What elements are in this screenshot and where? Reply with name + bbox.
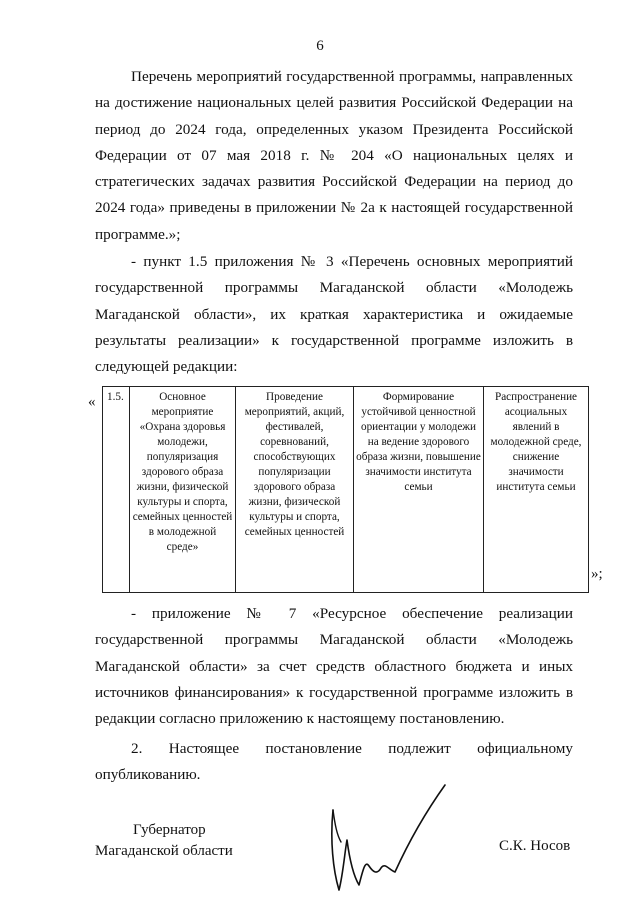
signatory-title — [95, 820, 233, 862]
table-cell-description: Проведение мероприятий, акций, фестивалей, соревнований, способствующих популяризации здорового образа жизни, физической культуры и спорта, семейных ценностей — [236, 387, 354, 593]
paragraph-program-list: Перечень мероприятий государственной программы, направленных на достижение национальных целей развития Российской Федерации на период до 2024 года, определенных указом Президента Российской Федерации от 07 мая 2018 г. № 204 «О национальных целях и стратегических задачах развития Российской Федерации на период до 2024 года» приведены в приложении № 2а к настоящей государственной программе.»; — [95, 68, 573, 243]
table-cell-number: 1.5. — [103, 387, 130, 593]
program-activity-table — [102, 386, 589, 593]
handwritten-signature — [325, 780, 455, 895]
paragraph-item-1-5: - пункт 1.5 приложения № 3 «Перечень основных мероприятий государственной программы Магаданской области «Молодежь Магаданской области», их краткая характеристика и ожидаемые результаты реализации» к государственной программе изложить в следующей редакции: — [95, 253, 573, 376]
paragraph-publication: 2. Настоящее постановление подлежит официальному опубликованию. — [95, 740, 573, 784]
table-quote-close: »; — [591, 566, 603, 582]
table-quote-open: « — [88, 394, 96, 410]
table-cell-activity: Основное мероприятие «Охрана здоровья молодежи, популяризация здорового образа жизни, физической культуры и спорта, семейных ценностей в молодежной среде» — [130, 387, 236, 593]
signatory-title-line1: Губернатор — [133, 822, 206, 838]
signatory-title-line2: Магаданской области — [95, 843, 233, 859]
signatory-name: С.К. Носов — [499, 838, 571, 854]
page-number: 6 — [316, 38, 324, 54]
table-row — [103, 387, 589, 593]
paragraph-appendix-7: - приложение № 7 «Ресурсное обеспечение реализации государственной программы Магаданской области «Молодежь Магаданской области» за счет средств областного бюджета и иных источников финансирования» к государственной программе изложить в редакции согласно приложению к настоящему постановлению. — [95, 605, 573, 728]
table-cell-expected-result: Формирование устойчивой ценностной ориентации у молодежи на ведение здорового образа жизни, повышение значимости института семьи — [354, 387, 484, 593]
table-cell-risk: Распространение асоциальных явлений в молодежной среде, снижение значимости института семьи — [484, 387, 589, 593]
